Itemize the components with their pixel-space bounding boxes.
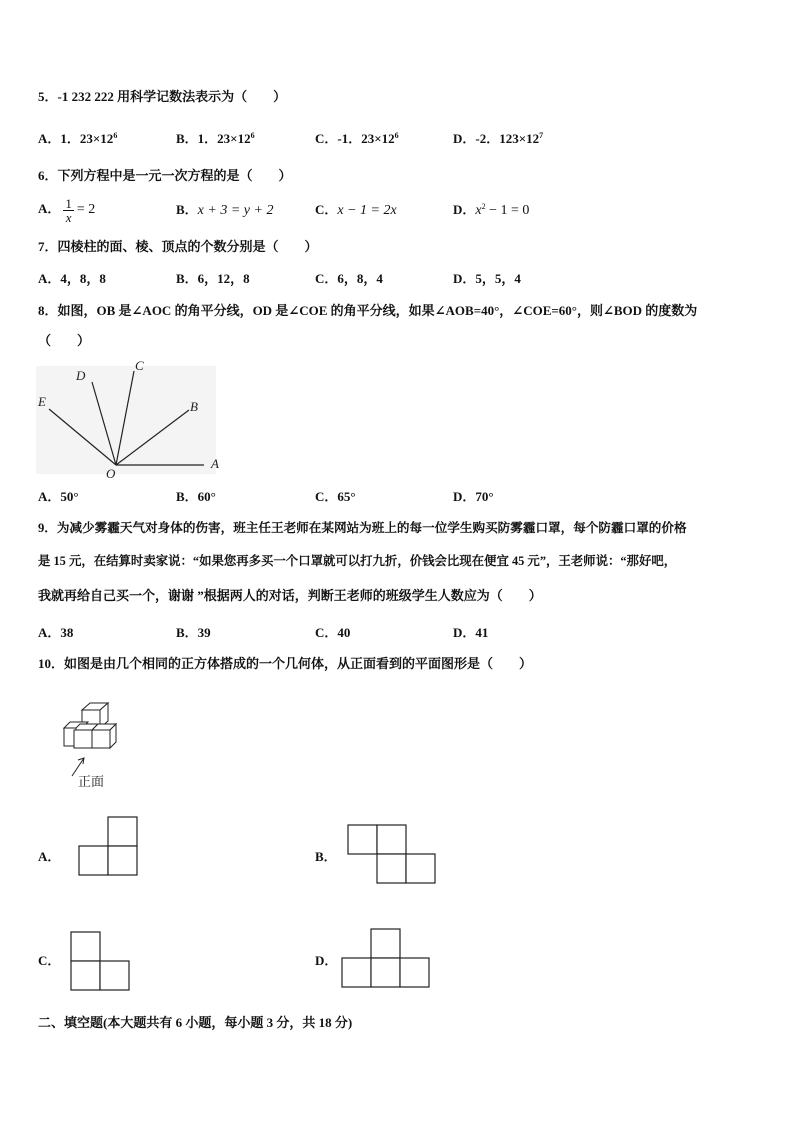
q8-angle-figure — [36, 356, 226, 481]
q8-option-a: A．50° — [38, 489, 79, 504]
q10-option-a-label: A． — [38, 849, 61, 864]
q7-option-d: D．5，5，4 — [453, 271, 521, 286]
q9-line3: 我就再给自己买一个，谢谢 ”根据两人的对话，判断王老师的班级学生人数应为（ ） — [38, 588, 542, 603]
section2-title: 二、填空题(本大题共有 6 小题，每小题 3 分，共 18 分) — [38, 1015, 353, 1030]
q8-stem-line2: （ ） — [38, 333, 91, 348]
q10-option-c-figure — [70, 931, 132, 993]
q6-stem: 6．下列方程中是一元一次方程的是（ ） — [38, 168, 292, 183]
q9-line2: 是 15 元，在结算时卖家说：“如果您再多买一个口罩就可以打九折，价钱会比现在便宜 45 元”，王老师说：“那好吧， — [38, 554, 677, 568]
q9-line1: 9．为减少雾霾天气对身体的伤害，班主任王老师在某网站为班上的每一位学生购买防雾霾口罩，每个防霾口罩的价格 — [38, 521, 687, 535]
front-arrow — [72, 758, 84, 776]
q10-option-b-figure — [347, 824, 439, 886]
q7-stem: 7．四棱柱的面、棱、顶点的个数分别是（ ） — [38, 239, 318, 254]
q5-option-d: D．-2．$123\times 12^7$ — [453, 131, 544, 146]
q10-stem: 10．如图是由几个相同的正方体搭成的一个几何体，从正面看到的平面图形是（ ） — [38, 656, 533, 671]
q6-a-denominator: x — [65, 209, 72, 225]
label-d: D — [76, 368, 86, 383]
q10-option-d-figure — [341, 928, 433, 990]
q6-option-b: B．x + 3 = y + 2 — [176, 202, 274, 218]
label-e: E — [38, 394, 46, 409]
q6-option-d: D．$x^2 - 1 = 0$ — [453, 202, 530, 218]
q9-option-b: B．39 — [176, 625, 211, 640]
q7-option-b: B．6，12，8 — [176, 271, 250, 286]
q8-stem-line1: 8．如图，OB 是∠AOC 的角平分线，OD 是∠COE 的角平分线，如果∠AOB=40°，∠COE=60°，则∠BOD 的度数为 — [38, 303, 698, 318]
label-a: A — [211, 456, 219, 471]
q8-option-d: D．70° — [453, 489, 494, 504]
q10-option-a-figure — [78, 816, 140, 878]
front-label: 正面 — [78, 775, 105, 790]
q10-option-b-label: B． — [315, 849, 337, 864]
q7-option-c: C．6，8，4 — [315, 271, 383, 286]
label-o: O — [106, 466, 116, 481]
q10-option-c-label: C． — [38, 953, 61, 968]
q6-a-numerator: 1 — [65, 195, 72, 211]
q6-option-c: C．x − 1 = 2x — [315, 202, 397, 218]
q9-option-c: C．40 — [315, 625, 351, 640]
q5-stem: 5．-1 232 222 用科学记数法表示为（ ） — [38, 89, 287, 104]
q10-option-d-label: D． — [315, 953, 338, 968]
q9-option-d: D．41 — [453, 625, 489, 640]
q5-option-b: B．1．$23\times 12^6$ — [176, 131, 255, 146]
q5-option-c: C．-1．$23\times 12^6$ — [315, 131, 399, 146]
q6-option-a: A． $\frac{1}{x}$ = 2 — [38, 195, 96, 225]
q8-option-b: B．60° — [176, 489, 216, 504]
q9-option-a: A．38 — [38, 625, 74, 640]
q5-option-a: A．1．$23\times 12^6$ — [38, 131, 118, 146]
q8-option-c: C．65° — [315, 489, 356, 504]
label-b: B — [190, 399, 198, 414]
label-c: C — [135, 358, 144, 373]
q7-option-a: A．4，8，8 — [38, 271, 106, 286]
q10-cube-figure — [58, 700, 138, 790]
